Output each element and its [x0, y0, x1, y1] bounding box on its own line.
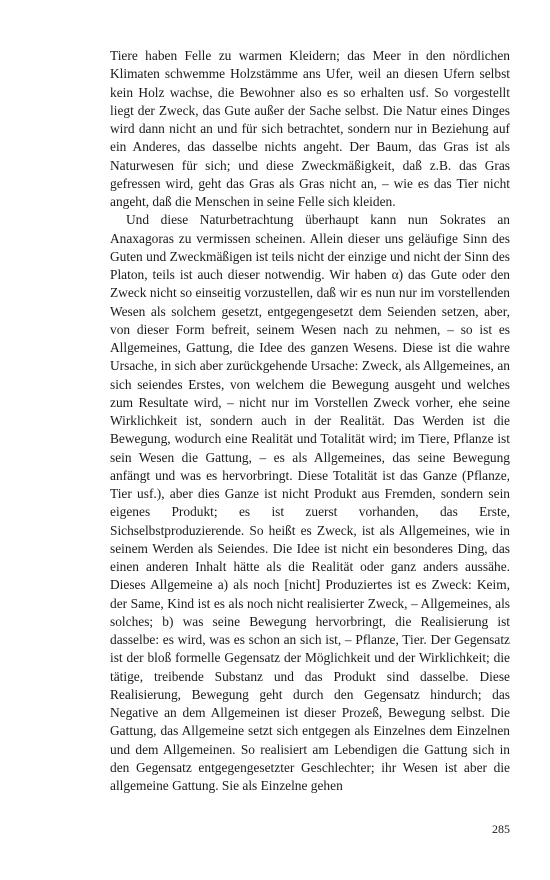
page-number: 285: [492, 822, 510, 836]
paragraph-1: Tiere haben Felle zu warmen Kleidern; das Meer in den nördlichen Klimaten schwemme Holzstämme ans Ufer, weil an diesen Ufern selbst kein Holz wachse, die Bewohner also es so erhalten usf. So vorgestellt liegt der Zweck, das Gute außer der Sache selbst. Die Natur eines Dinges wird dann nicht an und für sich betrachtet, sondern nur in Beziehung auf ein Anderes, das dasselbe nichts angeht. Der Baum, das Gras ist als Naturwesen für sich; und diese Zweckmäßigkeit, daß z.B. das Gras gefressen wird, geht das Gras als Gras nicht an, – wie es das Tier nicht angeht, daß die Menschen in seine Felle sich kleiden.: [110, 48, 510, 209]
paragraph-2: Und diese Naturbetrachtung überhaupt kann nun Sokrates an Anaxagoras zu vermissen scheinen. Allein dieser uns geläufige Sinn des Guten und Zweckmäßigen ist teils nicht der einzige und nicht der Sinn des Platon, teils ist auch dieser notwendig. Wir haben α) das Gute oder den Zweck nicht so einseitig vorzustellen, daß wir es nun nur im vorstellenden Wesen als solchem gesetzt, entgegengesetzt dem Seienden setzen, aber, von dieser Form befreit, seinem Wesen nach zu nehmen, – so ist es Allgemeines, Gattung, die Idee des ganzen Wesens. Diese ist die wahre Ursache, in sich aber zurückgehende Ursache: Zweck, als Allgemeines, an sich seiendes Erstes, von welchem die Bewegung ausgeht und welches zum Resultate wird, – nicht nur im Vorstellen Zweck vorher, ehe seine Wirklichkeit ist, sondern auch in der Realität. Das Werden ist die Bewegung, wodurch eine Realität und Totalität wird; im Tiere, Pflanze ist sein Wesen die Gattung, – es als Allgemeines, das seine Bewegung anfängt und was es hervorbringt. Diese Totalität ist das Ganze (Pflanze, Tier usf.), aber dies Ganze ist nicht Produkt aus Fremden, sondern sein eigenes Produkt; es ist zuerst vorhanden, das Erste, Sichselbstproduzierende. So heißt es Zweck, ist als Allgemeines, wie in seinem Werden als Seiendes. Die Idee ist nicht ein besonderes Ding, das einen anderen Inhalt hätte als die Realität oder ganz anders aussähe. Dieses Allgemeine a) als noch [nicht] Produziertes ist es Zweck: Keim, der Same, Kind ist es als noch nicht realisierter Zweck, – Allgemeines, als solches; b) was seine Bewegung hervorbringt, die Realisierung ist dasselbe: es wird, was es schon an sich ist, – Pflanze, Tier. Der Gegensatz ist der bloß formelle Gegensatz der Möglichkeit und der Wirklichkeit; die tätige, treibende Substanz und das Produkt sind dasselbe. Diese Realisierung, Bewegung geht durch den Gegensatz hindurch; das Negative an dem Allgemeinen ist dieser Prozeß, Bewegung selbst. Die Gattung, das Allgemeine setzt sich entgegen als Einzelnes dem Einzelnen und dem Allgemeinen. So realisiert am Lebendigen die Gattung sich in den Gegensatz entgegengesetzter Geschlechter; ihr Wesen ist aber die allgemeine Gattung. Sie als Einzelne gehen: [110, 212, 510, 793]
body-text: [110, 47, 510, 795]
